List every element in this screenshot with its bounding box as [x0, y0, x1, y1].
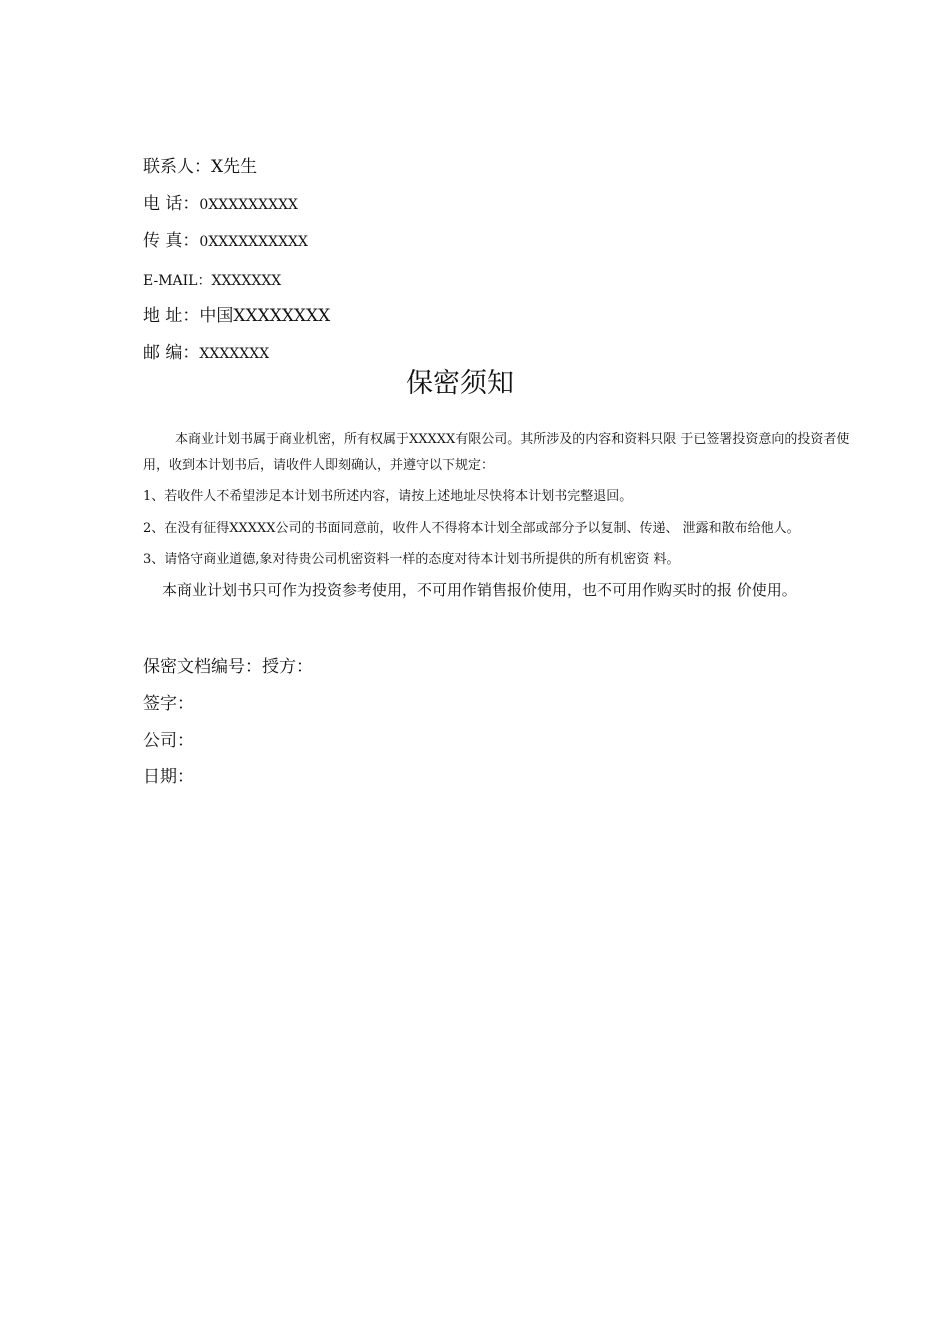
confidential-doc-number: 保密文档编号：授方：: [143, 657, 313, 677]
contact-postcode: [143, 342, 269, 365]
contact-phone: [143, 193, 298, 216]
signature-line: 签字：: [143, 694, 194, 714]
contact-email-label: E-MAIL：: [143, 273, 212, 289]
contact-fax: [143, 230, 308, 253]
notice-rule-1: 1、若收件人不希望涉足本计划书所述内容，请按上述地址尽快将本计划书完整退回。: [143, 489, 633, 504]
contact-address-label: 地 址：: [143, 306, 200, 326]
contact-phone-value: 0XXXXXXXXX: [199, 197, 299, 213]
contact-person-value: X先生: [211, 157, 258, 177]
contact-postcode-label: 邮 编：: [143, 343, 200, 363]
contact-person: [143, 156, 257, 178]
contact-address-value: 中国XXXXXXXX: [199, 306, 331, 326]
notice-title: 保密须知: [406, 368, 514, 399]
notice-rule-3: 3、请恪守商业道德,象对待贵公司机密资料一样的态度对待本计划书所提供的所有机密资 料。: [143, 552, 680, 567]
contact-person-label: 联系人：: [143, 157, 211, 177]
notice-usage: 本商业计划书只可作为投资参考使用，不可用作销售报价使用，也不可用作购买时的报 价使用。: [162, 581, 797, 599]
company-line: 公司：: [143, 731, 194, 751]
notice-intro-line2: 用，收到本计划书后，请收件人即刻确认，并遵守以下规定：: [143, 458, 495, 473]
contact-fax-label: 传 真：: [143, 231, 200, 251]
notice-rule-2: 2、在没有征得XXXXX公司的书面同意前，收件人不得将本计划全部或部分予以复制、传递、 泄露和散布给他人。: [143, 521, 800, 536]
contact-email-value: XXXXXXX: [211, 273, 282, 289]
date-line: 日期：: [143, 767, 194, 787]
contact-phone-label: 电 话：: [143, 194, 200, 214]
contact-fax-value: 0XXXXXXXXXX: [199, 234, 308, 250]
notice-intro-line1: 本商业计划书属于商业机密，所有权属于XXXXX有限公司。其所涉及的内容和资料只限 于已签署投资意向的投资者使: [175, 432, 850, 447]
contact-address: [143, 305, 330, 327]
contact-email: [143, 270, 281, 292]
contact-postcode-value: XXXXXXX: [199, 346, 270, 362]
